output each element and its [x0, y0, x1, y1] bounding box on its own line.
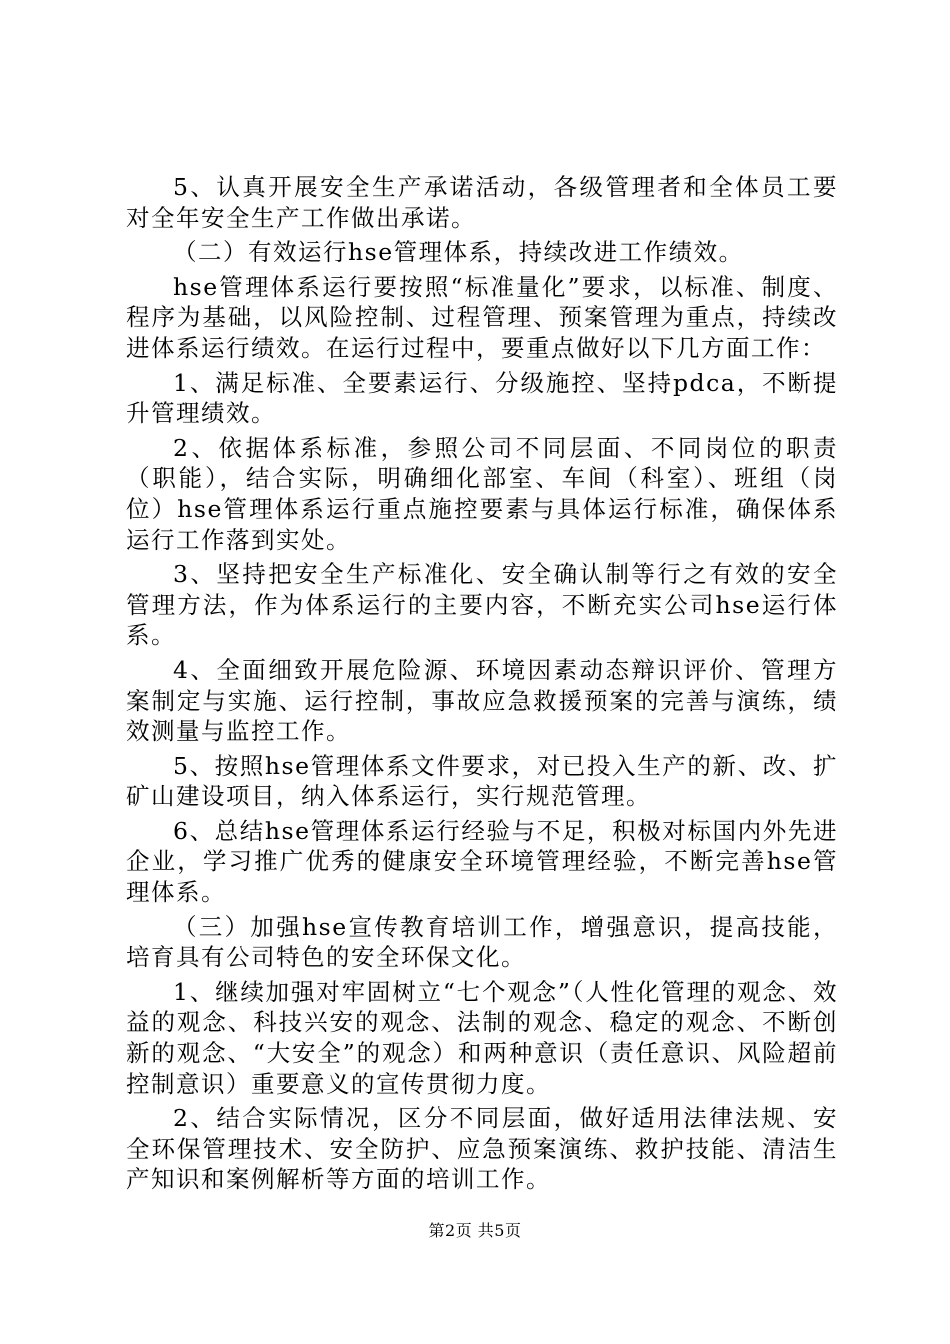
- paragraph-hse-intro: hse管理体系运行要按照“标准量化”要求，以标准、制度、程序为基础，以风险控制、过程管理、预案管理为重点，持续改进体系运行绩效。在运行过程中，要重点做好以下几方面工作：: [126, 272, 838, 362]
- list-item-6: 6、总结hse管理体系运行经验与不足，积极对标国内外先进企业，学习推广优秀的健康安全环境管理经验，不断完善hse管理体系。: [126, 816, 838, 907]
- list-item-3: 3、坚持把安全生产标准化、安全确认制等行之有效的安全管理方法，作为体系运行的主要内容，不断充实公司hse运行体系。: [126, 560, 838, 650]
- list-item-3-2: 2、结合实际情况，区分不同层面，做好适用法律法规、安全环保管理技术、安全防护、应急预案演练、救护技能、清洁生产知识和案例解析等方面的培训工作。: [126, 1104, 838, 1194]
- list-item-2: 2、依据体系标准，参照公司不同层面、不同岗位的职责（职能），结合实际，明确细化部室、车间（科室）、班组（岗位）hse管理体系运行重点施控要素与具体运行标准，确保体系运行工作落到实处。: [126, 433, 838, 554]
- list-item-4: 4、全面细致开展危险源、环境因素动态辩识评价、管理方案制定与实施、运行控制，事故应急救援预案的完善与演练，绩效测量与监控工作。: [126, 655, 838, 746]
- section-heading-3: （三）加强hse宣传教育培训工作，增强意识，提高技能，培育具有公司特色的安全环保文化。: [126, 912, 838, 972]
- paragraph-commitment: 5、认真开展安全生产承诺活动，各级管理者和全体员工要对全年安全生产工作做出承诺。: [126, 173, 838, 232]
- page-footer: 第2页 共5页: [428, 1221, 522, 1240]
- section-heading-2: （二）有效运行hse管理体系，持续改进工作绩效。: [173, 238, 744, 267]
- list-item-3-1: 1、继续加强对牢固树立“七个观念”（人性化管理的观念、效益的观念、科技兴安的观念、法制的观念、稳定的观念、不断创新的观念、“大安全”的观念）和两种意识（责任意识、风险超前控制意识）重要意义的宣传贯彻力度。: [126, 977, 838, 1098]
- list-item-1: 1、满足标准、全要素运行、分级施控、坚持pdca，不断提升管理绩效。: [126, 368, 838, 428]
- document-body: [126, 172, 838, 1199]
- list-item-5: 5、按照hse管理体系文件要求，对已投入生产的新、改、扩矿山建设项目，纳入体系运行，实行规范管理。: [126, 751, 838, 811]
